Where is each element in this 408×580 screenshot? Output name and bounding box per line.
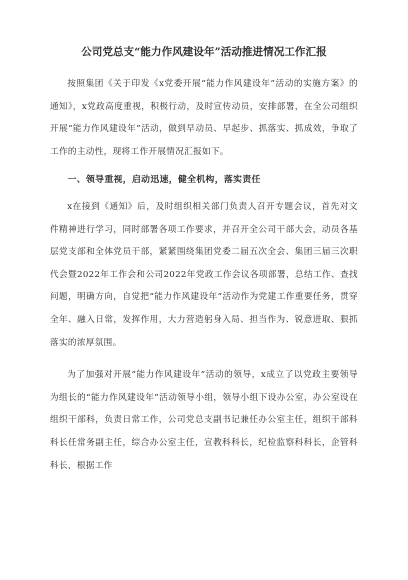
body-paragraph-2: 为了加强对开展“能力作风建设年”活动的领导，x成立了以党政主要领导为组长的“能力作风建设年”活动领导小组，领导小组下设办公室，办公室设在组织干部科，负责日常工作，公司党总支副书记兼任办公室主任，组织干部科科长任常务副主任，综合办公室主任，宣教科科长，纪检监察科科长，企管科科长，根据工作 (50, 370, 358, 471)
body-paragraph-1: x在接到《通知》后，及时组织相关部门负责人召开专题会议，首先对文件精神进行学习，同时部署各项工作要求，并召开全公司干部大会，动员各基层党支部和全体党员干部，紧紧围绕集团党委二届五次全会、集团三届三次职代会暨2022年工作会和公司2022年党政工作会议各项部署，总结工作、查找问题，明确方向，自觉把“能力作风建设年”活动作为党建工作重要任务，贯穿全年、融入日常，发挥作用，大力营造躬身入局、担当作为、锐意进取、狠抓落实的浓厚氛围。 (50, 201, 358, 348)
intro-paragraph: 按照集团《关于印发《x党委开展“能力作风建设年”活动的实施方案》的通知》，x党政高度重视，积极行动，及时宣传动员，安排部署，在全公司组织开展“能力作风建设年”活动，做到早动员、早起步、抓落实、抓成效，争取了工作的主动性，现将工作开展情况汇报如下。 (50, 79, 358, 157)
section-heading-1: 一、领导重视，启动迅速，健全机构，落实责任 (67, 175, 261, 186)
document-title: 公司党总支“能力作风建设年”活动推进情况工作汇报 (81, 46, 327, 58)
